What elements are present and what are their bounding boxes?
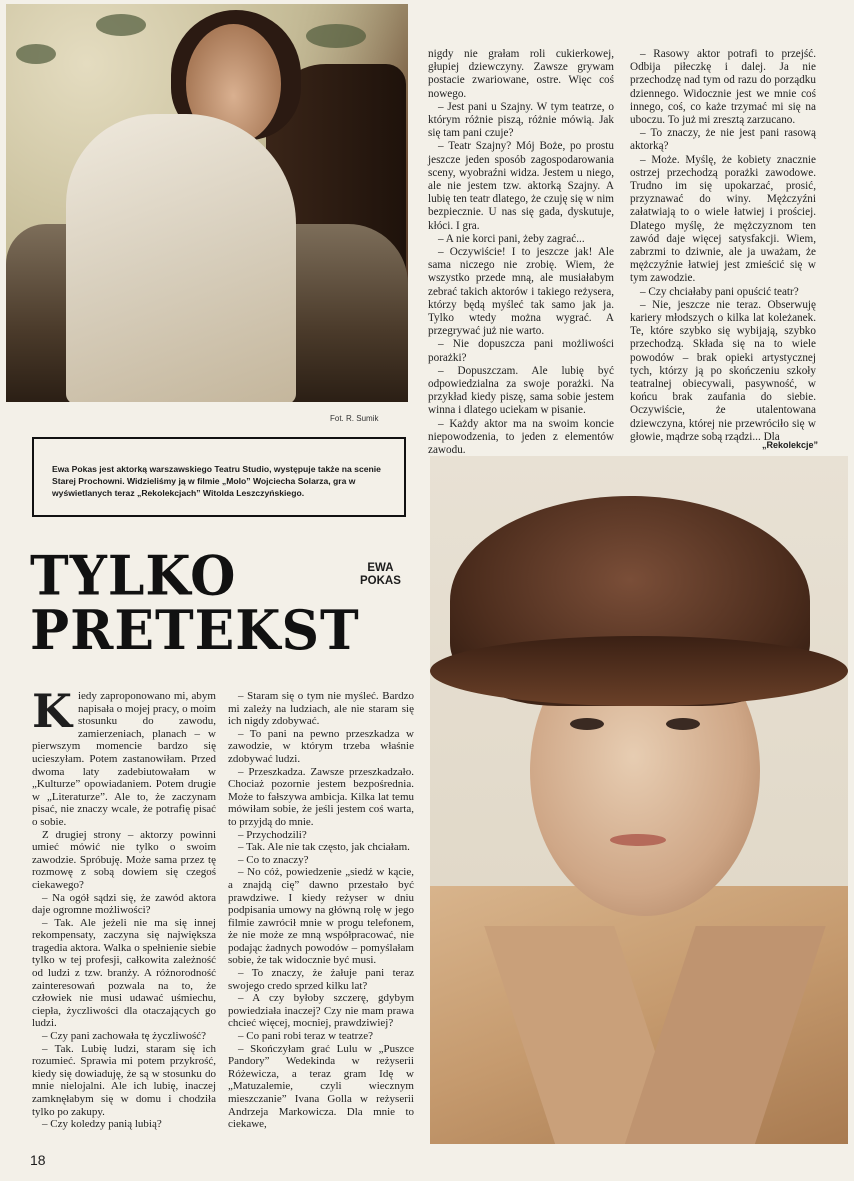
- paragraph: – Staram się o tym nie myśleć. Bardzo mi zależy na ludziach, ale nie staram się ich nigdy zdobywać.: [228, 690, 414, 728]
- paragraph: – Teatr Szajny? Mój Boże, po prostu jeszcze jeden sposób zagospodarowania sceny, wyobraźni widza. Jestem u niego, ale nie jestem tzw. aktorką Szajny. A lubię ten teatr dlatego, że czuję się w nim bezpiecznie. U nas się gada, dyskutuje, kłóci. I gra.: [428, 140, 614, 232]
- paragraph: – Czy chciałaby pani opuścić teatr?: [640, 285, 799, 298]
- paragraph: – Na ogół sądzi się, że zawód aktora daje ogromne możliwości?: [32, 891, 216, 917]
- paragraph: – Czy koledzy panią lubią?: [42, 1118, 162, 1131]
- paragraph: Z drugiej strony – aktorzy powinni umieć mówić nie tylko o swoim zawodzie. Spróbuję. Może sama przez tę rozmowę z sobą dowiem się czegoś ciekawego?: [32, 828, 216, 891]
- paragraph: – Skończyłam grać Lulu w „Puszce Pandory” Wedekinda w reżyserii Różewicza, a teraz gram Idę w „Matuzalemie, czyli wiecznym mieszczanie” Ivana Golla w reżyserii Andrzeja Markowicza. Dla mnie to ciekawe,: [228, 1042, 414, 1131]
- lead-text: iedy zaproponowano mi, abym napisała o mojej pracy, o moim stosunku do zawodu, zamierzeniach, planach – w pierwszym momencie bardzo się ucieszyłam. Potem zastanowiłam. Przed dwoma laty zadebiutowałam w „Kulturze” opowiadaniem. Potem drugie w „Literaturze”. Ale to, że zaczynam pisać, nie znaczy wcale, że potrafię pisać o sobie.: [32, 690, 216, 828]
- paragraph: – Nie dopuszcza pani możliwości porażki?: [428, 338, 614, 364]
- paragraph: – To pani na pewno przeszkadza w zawodzie, w którym trzeba właśnie zdobywać ludzi.: [228, 727, 414, 765]
- portrait-photo-seated: [6, 4, 408, 402]
- paragraph: – Może. Myślę, że kobiety znacznie ostrzej przechodzą porażki zawodowe. Trudno im się upokarzać, prosić, przyznawać do winy. Mężczyźni załatwiają to o wiele łatwiej i prościej. Dlatego myślę, że mężczyznom ten zawód daje więcej satysfakcji. Wiem, zabrzmi to dziwnie, ale ja uważam, że mężczyźnie łatwiej jest zmieścić się w tym zawodzie.: [630, 153, 816, 285]
- paragraph: – Nie, jeszcze nie teraz. Obserwuję kariery młodszych o kilka lat koleżanek. Te, które szybko się wybijają, szybko przechodzą. Składa się na to wiele powodów – brak opieki artystycznej tych, którzy ją po skończeniu szkoły teatralnej obiecywali, pasywność, w końcu brak zaufania do siebie. Oczywiście, że utalentowana dziewczyna, której nie przewróciło się w głowie, mądrze sobą rządzi... Dla: [630, 298, 816, 443]
- paragraph: – Co to znaczy?: [238, 853, 309, 866]
- author-info-text: Ewa Pokas jest aktorką warszawskiego Teatru Studio, występuje także na scenie Starej Prochowni. Widzieliśmy ją w filmie „Molo” Wojciecha Solarza, gra w wyświetlanych teraz „Rekolekcjach” Witolda Leszczyńskiego.: [52, 464, 381, 498]
- paragraph: – No cóż, powiedzenie „siedź w kącie, a znajdą cię” dawno przestało być prawdziwe. I kiedy reżyser w dniu podpisania umowy na główną rolę w jego filmie zawrócił mnie w progu telefonem, że nie może ze mną współpracować, nie podając żadnych powodów – pomyślałam sobie, że tak widocznie być musi.: [228, 866, 414, 967]
- portrait-photo-hat: [430, 456, 848, 1144]
- paragraph: – A nie korci pani, żeby zagrać...: [438, 232, 585, 245]
- paragraph-lead: [32, 684, 216, 829]
- article-column-top-1: [428, 48, 614, 457]
- author-info-box: [32, 437, 406, 517]
- author-byline: [360, 562, 401, 588]
- paragraph: – Oczywiście! I to jeszcze jak! Ale sama niczego nie zrobię. Wiem, że wszystko przede mną, ale musiałabym zebrać takich aktorów i takiego reżysera, którzy będą myśleć tak samo jak ja. Tylko wtedy można wygrać. A przegrywać już nie warto.: [428, 246, 614, 338]
- paragraph: – To znaczy, że żałuje pani teraz swojego credo sprzed kilku lat?: [228, 967, 414, 992]
- paragraph: – Przeszkadza. Zawsze przeszkadzało. Chociaż pozornie jestem bezpośrednia. Może to fałszywa ambicja. Kilka lat temu mówiłam sobie, że jeśli jestem coś warta, to przyjdą do mnie.: [228, 765, 414, 828]
- headline-line-1: TYLKO: [30, 544, 237, 609]
- paragraph: nigdy nie grałam roli cukierkowej, głupiej dziewczyny. Zawsze grywam postacie zwariowane, ostre. Więc coś nowego.: [428, 48, 614, 100]
- paragraph: – Przychodzili?: [238, 828, 307, 841]
- paragraph: – Czy pani zachowała tę życzliwość?: [42, 1030, 207, 1043]
- paragraph: – Rasowy aktor potrafi to przejść. Odbija piłeczkę i dalej. Ja nie przechodzę nad tym od razu do porządku dziennego. Widocznie jest we mnie coś innego, coś, co każe trzymać mi się na uboczu. To już mi zresztą zarzucano.: [630, 48, 816, 127]
- headline-line-2: PRETEKST: [30, 598, 360, 663]
- paragraph: – Jest pani u Szajny. W tym teatrze, o którym różnie piszą, różnie mówią. Jak się tam pani czuje?: [428, 100, 614, 140]
- article-column-bottom-1: [32, 684, 216, 1131]
- paragraph: – Tak. Lubię ludzi, staram się ich rozumieć. Sprawia mi potem przykrość, kiedy się dowiaduję, że są w stosunku do mnie nielojalni. Ale ich lubię, inaczej zamknęłabym się w domu i chodziła tylko po zakupy.: [32, 1042, 216, 1118]
- page-number: 18: [30, 1152, 46, 1168]
- paragraph: – Co pani robi teraz w teatrze?: [238, 1030, 373, 1043]
- author-last-name: POKAS: [360, 575, 401, 587]
- article-column-top-2: [630, 48, 816, 444]
- article-headline: [30, 544, 360, 663]
- article-column-bottom-2: [228, 690, 414, 1131]
- paragraph: – To znaczy, że nie jest pani rasową aktorką?: [630, 127, 816, 153]
- paragraph: – A czy byłoby szczerę, gdybym powiedziała inaczej? Czy nie mam prawa chcieć więcej, mocniej, prawdziwiej?: [228, 992, 414, 1030]
- author-first-name: EWA: [367, 562, 394, 574]
- paragraph: – Tak. Ale jeżeli nie ma się innej rekompensaty, zaczyna się największa tragedia aktora. Walka o spełnienie siebie tylko w tej profesji, całkowita zależność od ludzi z tzw. branży. A różnorodność zainteresowań pozwala na to, że człowiek nie musi udawać uśmiechu, ciepła, życzliwości dla otaczających go ludzi.: [32, 916, 216, 1030]
- drop-cap: K: [32, 684, 72, 738]
- paragraph: – Dopuszczam. Ale lubię być odpowiedzialna za swoje porażki. Na przykład kiedy piszę, sama sobie jestem winna i dlatego uciekam w pisanie.: [428, 364, 614, 417]
- paragraph: – Każdy aktor ma na swoim koncie niepowodzenia, to jeden z elementów zawodu.: [428, 417, 614, 457]
- paragraph: – Tak. Ale nie tak często, jak chciałam.: [238, 841, 410, 854]
- photo-credit: Fot. R. Sumik: [330, 414, 379, 423]
- photo-caption: „Rekolekcje”: [761, 440, 818, 450]
